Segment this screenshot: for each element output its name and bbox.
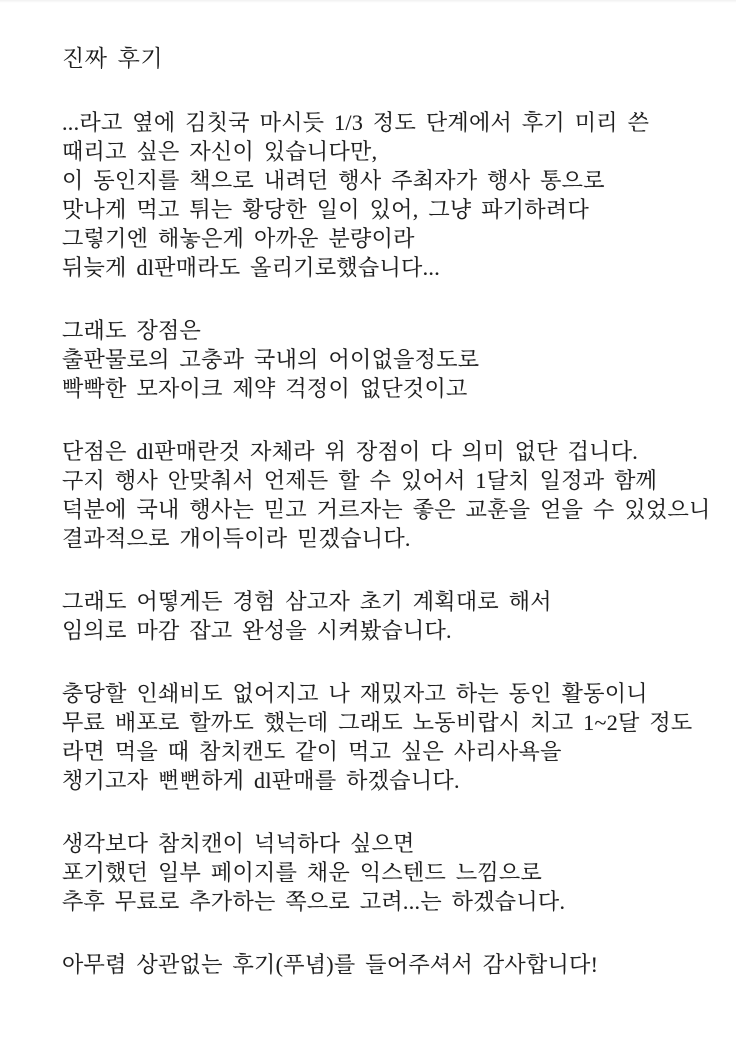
text-line: 추후 무료로 추가하는 쪽으로 고려...는 하겠습니다. xyxy=(62,889,566,914)
paragraph xyxy=(62,829,700,916)
text-line: 때리고 싶은 자신이 있습니다만, xyxy=(62,139,378,164)
paragraph xyxy=(62,587,700,645)
page-top-edge-shading xyxy=(0,0,736,3)
text-line: 구지 행사 안맞춰서 언제든 할 수 있어서 1달치 일정과 함께 xyxy=(62,468,658,493)
paragraph xyxy=(62,437,711,553)
text-line: 임의로 마감 잡고 완성을 시켜봤습니다. xyxy=(62,618,452,643)
text-line: 라면 먹을 때 참치캔도 같이 먹고 싶은 사리사욕을 xyxy=(62,739,562,764)
paragraph xyxy=(62,316,700,403)
paragraph xyxy=(62,108,700,282)
paragraph xyxy=(62,950,700,979)
text-line: 맛나게 먹고 튀는 황당한 일이 있어, 그냥 파기하려다 xyxy=(62,197,589,222)
text-line: 포기했던 일부 페이지를 채운 익스텐드 느낌으로 xyxy=(62,860,543,885)
text-line: 그렇기엔 해놓은게 아까운 분량이라 xyxy=(62,226,415,251)
text-line: 결과적으로 개이득이라 믿겠습니다. xyxy=(62,526,411,551)
paragraph xyxy=(62,679,700,795)
text-line: 덕분에 국내 행사는 믿고 거르자는 좋은 교훈을 얻을 수 있었으니 xyxy=(62,497,711,522)
text-line: 무료 배포로 할까도 했는데 그래도 노동비랍시 치고 1~2달 정도 xyxy=(62,710,693,735)
text-line: 단점은 dl판매란것 자체라 위 장점이 다 의미 없단 겁니다. xyxy=(62,439,639,464)
text-line: 출판물로의 고충과 국내의 어이없을정도로 xyxy=(62,347,480,372)
text-line: 챙기고자 뻔뻔하게 dl판매를 하겠습니다. xyxy=(62,768,460,793)
text-line: 그래도 장점은 xyxy=(62,318,202,343)
text-line: 뒤늦게 dl판매라도 올리기로했습니다... xyxy=(62,255,440,280)
text-line: 그래도 어떻게든 경험 삼고자 초기 계획대로 해서 xyxy=(62,589,552,614)
text-line: 빡빡한 모자이크 제약 걱정이 없단것이고 xyxy=(62,376,468,401)
text-line: ...라고 옆에 김칫국 마시듯 1/3 정도 단계에서 후기 미리 쓴 xyxy=(62,110,650,135)
text-line: 생각보다 참치캔이 넉넉하다 싶으면 xyxy=(62,831,415,856)
text-line: 이 동인지를 책으로 내려던 행사 주최자가 행사 통으로 xyxy=(62,168,605,193)
text-line: 충당할 인쇄비도 없어지고 나 재밌자고 하는 동인 활동이니 xyxy=(62,681,648,706)
text-line: 아무렴 상관없는 후기(푸념)를 들어주셔서 감사합니다! xyxy=(62,952,599,977)
page-title: 진짜 후기 xyxy=(62,46,164,71)
